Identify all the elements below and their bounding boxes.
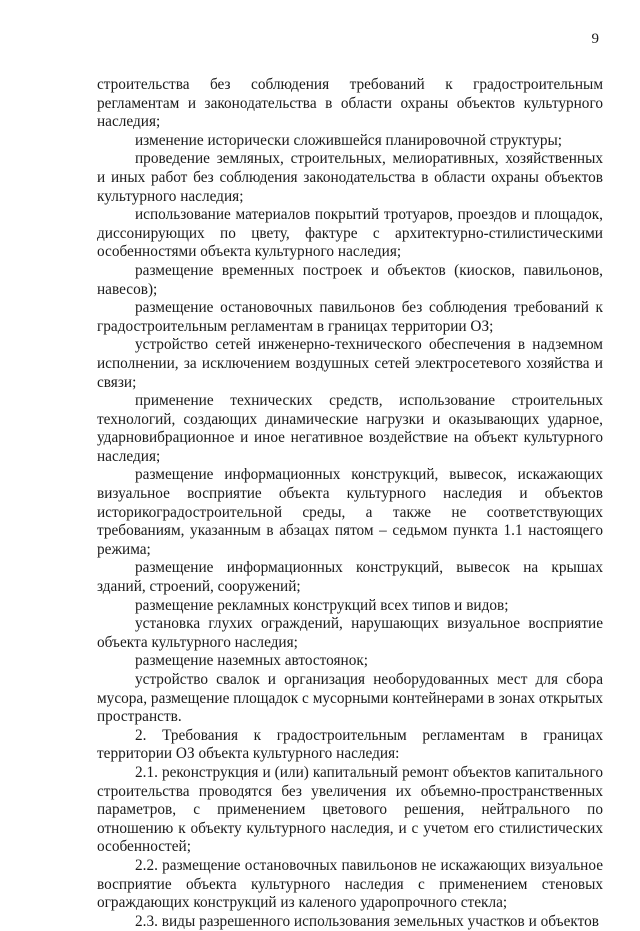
paragraph: устройство сетей инженерно-технического обеспечения в надземном исполнении, за исключением воздушных сетей электросетевого хозяйства и связи;: [97, 336, 603, 391]
paragraph: 2.3. виды разрешенного использования земельных участков и объектов: [135, 912, 599, 930]
paragraph: 2.2. размещение остановочных павильонов не искажающих визуальное восприятие объекта культурного наследия с применением стеновых ограждающих конструкций из каленого ударопрочного стекла;: [97, 856, 603, 912]
page-number: 9: [591, 31, 599, 47]
paragraph: размещение информационных конструкций, вывесок, искажающих визуальное восприятие объекта культурного наследия и объектов историкоградостроительной среды, а также не соответствующих требованиям, указанным в абзацах пятом – седьмом пункта 1.1 настоящего режима;: [97, 466, 603, 558]
paragraph: изменение исторически сложившейся планировочной структуры;: [135, 131, 563, 149]
paragraph: размещение рекламных конструкций всех типов и видов;: [135, 596, 509, 614]
paragraph: установка глухих ограждений, нарушающих визуальное восприятие объекта культурного наследия;: [97, 615, 603, 651]
paragraph: устройство свалок и организация необорудованных мест для сбора мусора, размещение площадок с мусорными контейнерами в зонах открытых пространств.: [97, 671, 603, 726]
paragraph: размещение остановочных павильонов без соблюдения требований к градостроительным регламентам в границах территории ОЗ;: [97, 299, 603, 335]
paragraph: размещение информационных конструкций, вывесок на крышах зданий, строений, сооружений;: [97, 559, 603, 596]
paragraph: 2. Требования к градостроительным регламентам в границах территории ОЗ объекта культурного наследия:: [97, 726, 603, 763]
document-body: [97, 76, 603, 931]
paragraph: использование материалов покрытий тротуаров, проездов и площадок, диссонирующих по цвету, фактуре с архитектурно-стилистическими особенностями объекта культурного наследия;: [97, 206, 603, 261]
paragraph: 2.1. реконструкция и (или) капитальный ремонт объектов капитального строительства проводятся без увеличения их объемно-пространственных параметров, с применением цветового решения, нейтрального по отношению к объекту культурного наследия, и с учетом его стилистических особенностей;: [97, 763, 603, 856]
paragraph: строительства без соблюдения требований к градостроительным регламентам и законодательства в области охраны объектов культурного наследия;: [97, 76, 603, 131]
paragraph: размещение временных построек и объектов (киосков, павильонов, навесов);: [97, 261, 603, 298]
paragraph: проведение земляных, строительных, мелиоративных, хозяйственных и иных работ без соблюдения законодательства в области охраны объектов культурного наследия;: [97, 150, 603, 205]
paragraph: применение технических средств, использование строительных технологий, создающих динамические нагрузки и оказывающих ударное, ударновибрационное и иное негативное воздействие на объект культурного наследия;: [97, 392, 603, 465]
paragraph: размещение наземных автостоянок;: [135, 652, 369, 670]
